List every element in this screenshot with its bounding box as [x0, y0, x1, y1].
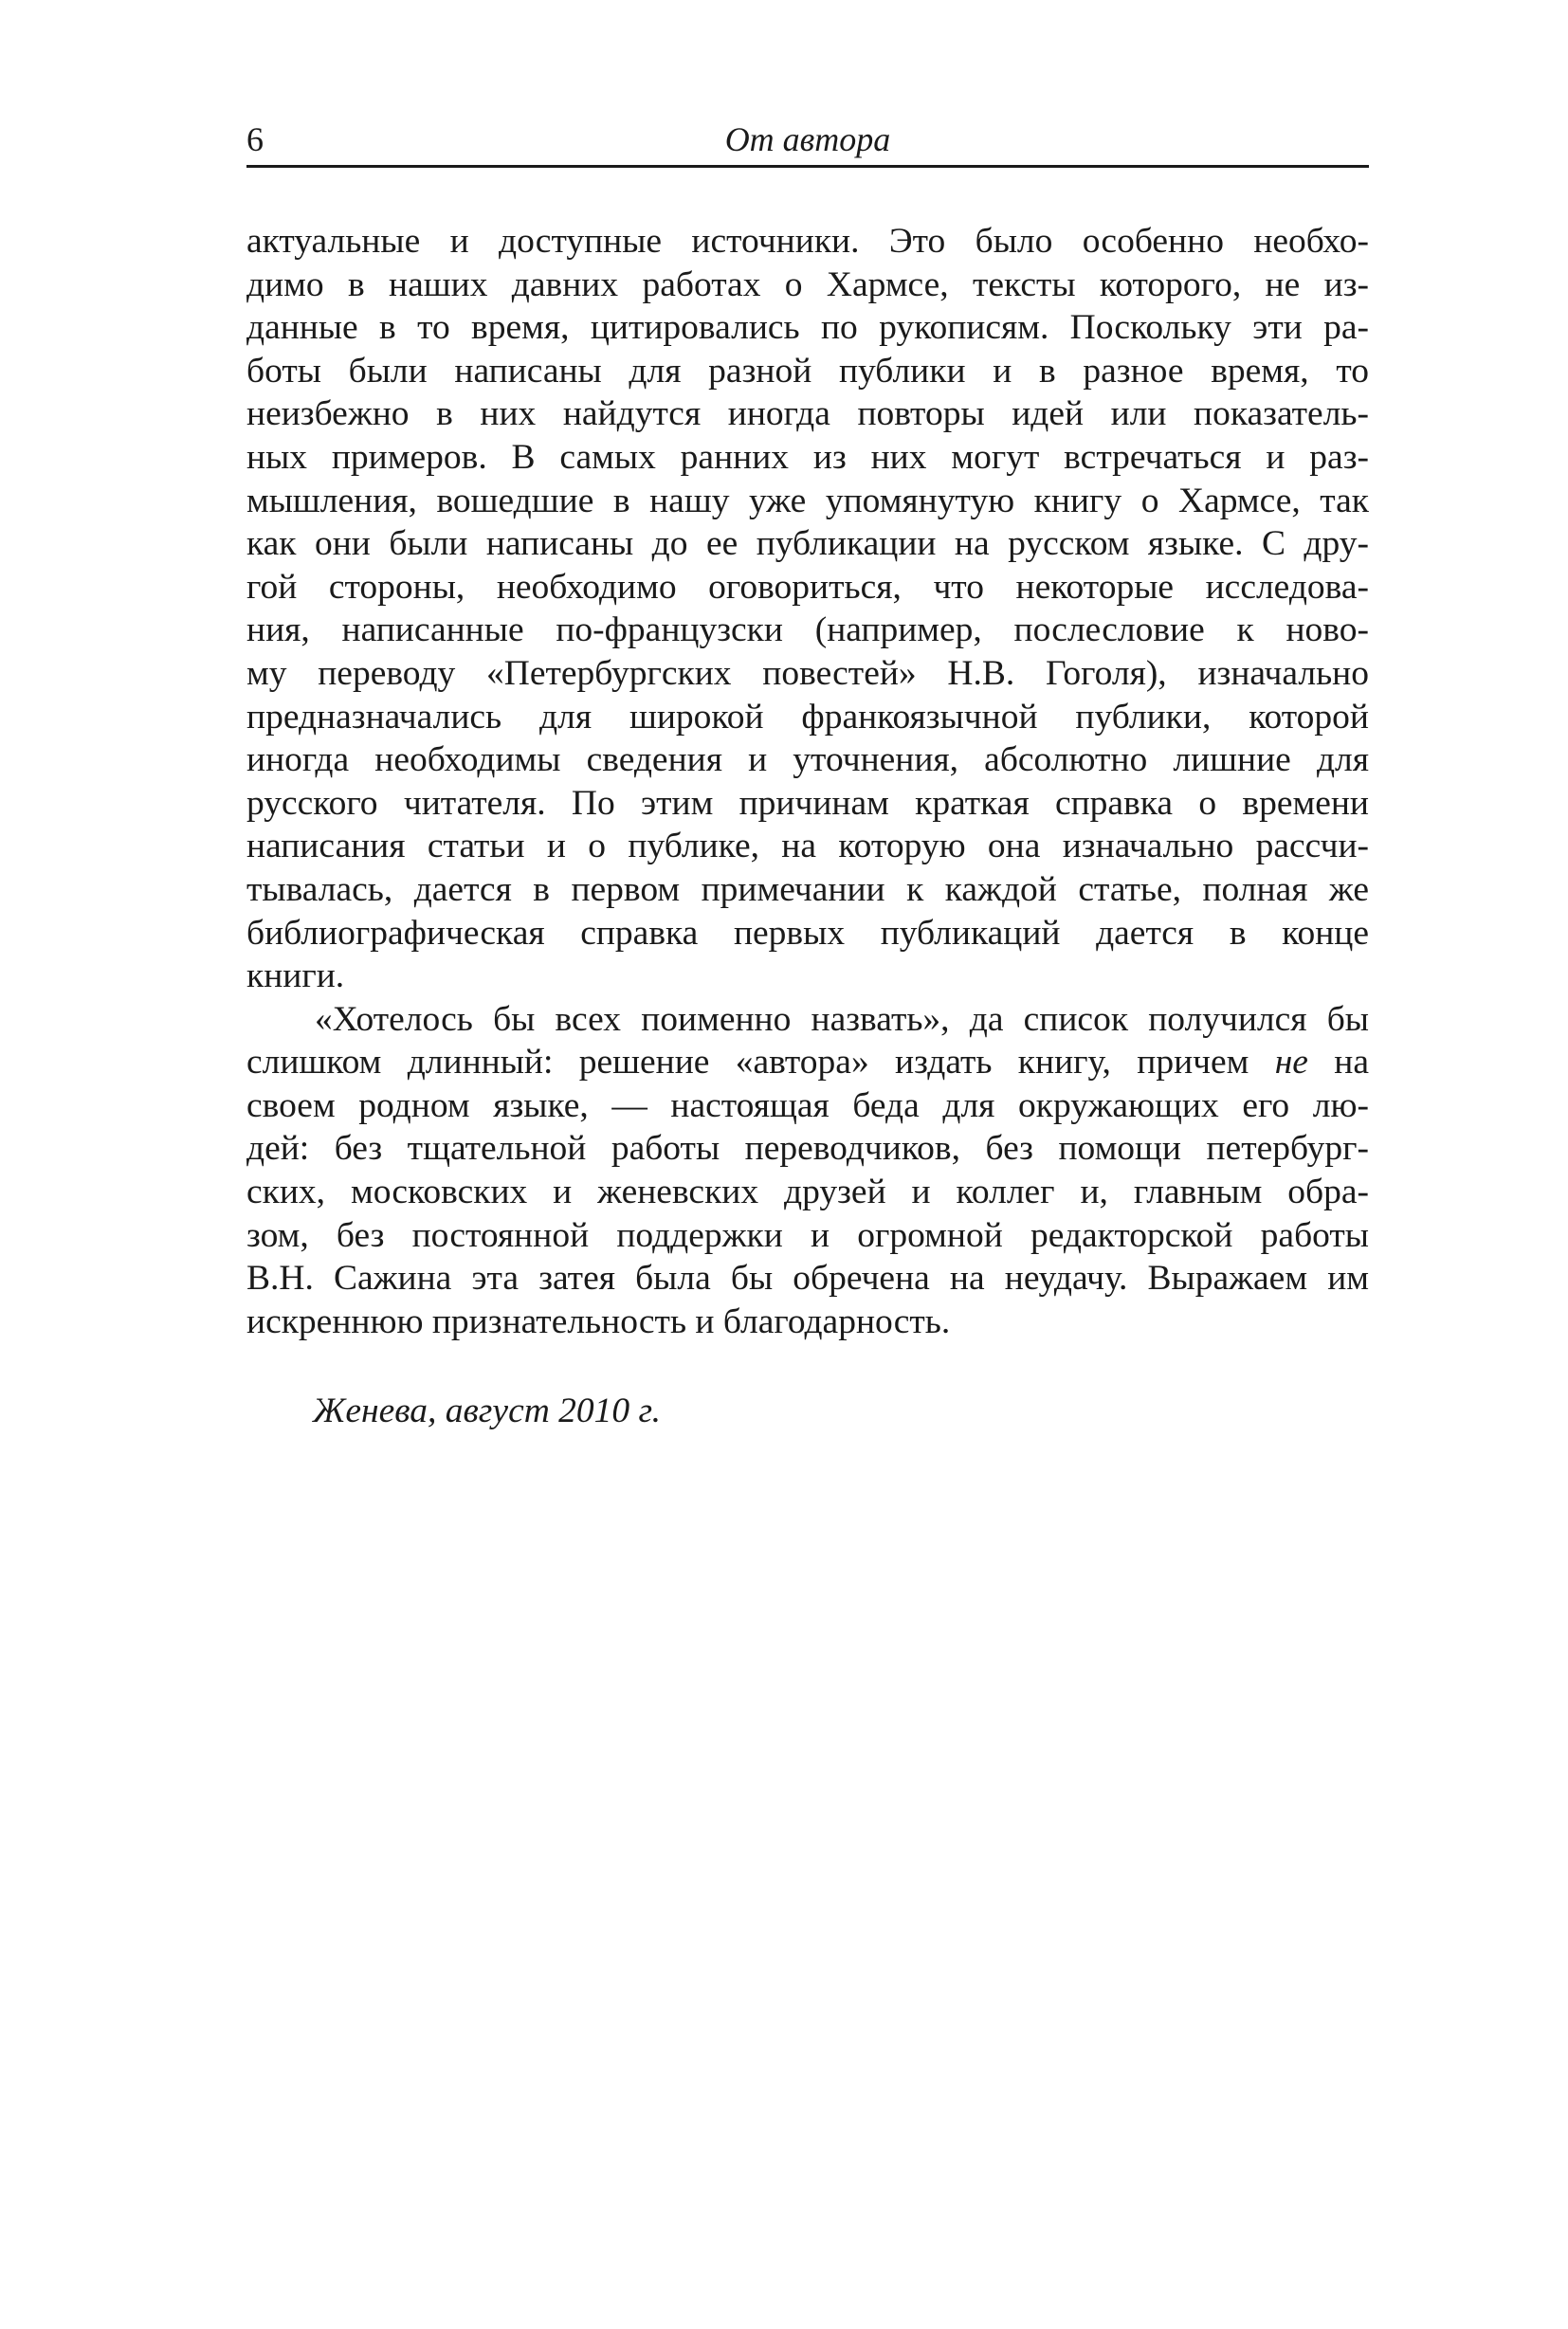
text-segment: слишком длинный: решение «автора» издать книгу, причем [246, 1043, 1275, 1083]
page-number: 6 [246, 120, 264, 158]
running-title: От автора [724, 120, 891, 158]
text-segment: на [1307, 1043, 1369, 1083]
text-line: книги. [246, 956, 345, 996]
text-line: как они были написаны до ее публикации на русском языке. С дру- [246, 524, 1369, 564]
text-line: В.Н. Сажина эта затея была бы обречена на неудачу. Выражаем им [246, 1259, 1369, 1299]
text-line: русского читателя. По этим причинам краткая справка о времени [246, 783, 1369, 823]
text-line: тывалась, дается в первом примечании к каждой статье, полная же [246, 869, 1369, 909]
text-line: актуальные и доступные источники. Это было особенно необхо- [246, 222, 1369, 261]
text-line: библиографическая справка первых публикаций дается в конце [246, 913, 1369, 953]
text-line: своем родном языке, — настоящая беда для окружающих его лю- [246, 1085, 1369, 1125]
text-line: ских, московских и женевских друзей и коллег и, главным обра- [246, 1173, 1369, 1212]
paragraph-2 [246, 998, 1369, 1344]
paragraph-1 [246, 220, 1369, 998]
text-line: зом, без постоянной поддержки и огромной редакторской работы [246, 1215, 1369, 1255]
text-line: иногда необходимы сведения и уточнения, абсолютно лишние для [246, 740, 1369, 780]
text-line: димо в наших давних работах о Хармсе, тексты которого, не из- [246, 264, 1369, 304]
text-line: искреннюю признательность и благодарность. [246, 1301, 951, 1341]
text-line: гой стороны, необходимо оговориться, что некоторые исследова- [246, 567, 1369, 607]
text-line: данные в то время, цитировались по рукописям. Поскольку эти ра- [246, 308, 1369, 348]
body-text [246, 220, 1369, 1343]
text-line: ния, написанные по-французски (например, послесловие к ново- [246, 610, 1369, 650]
running-header [246, 112, 1369, 168]
emphasis-text: не [1274, 1043, 1308, 1083]
text-line: му переводу «Петербургских повестей» Н.В. Гоголя), изначально [246, 653, 1369, 693]
text-line: мышления, вошедшие в нашу уже упомянутую книгу о Хармсе, так [246, 481, 1369, 520]
text-line: дей: без тщательной работы переводчиков, без помощи петербург- [246, 1129, 1369, 1169]
signature-place-date: Женева, август 2010 г. [313, 1392, 662, 1430]
text-line: «Хотелось бы всех поименно назвать», да список получился бы [315, 999, 1369, 1039]
text-line: неизбежно в них найдутся иногда повторы идей или показатель- [246, 394, 1369, 434]
text-line: ных примеров. В самых ранних из них могут встречаться и раз- [246, 437, 1369, 477]
text-line [246, 1041, 1369, 1084]
text-line: предназначались для широкой франкоязычной публики, которой [246, 697, 1369, 737]
text-line: написания статьи и о публике, на которую она изначально рассчи- [246, 827, 1369, 866]
text-line: боты были написаны для разной публики и в разное время, то [246, 351, 1369, 391]
